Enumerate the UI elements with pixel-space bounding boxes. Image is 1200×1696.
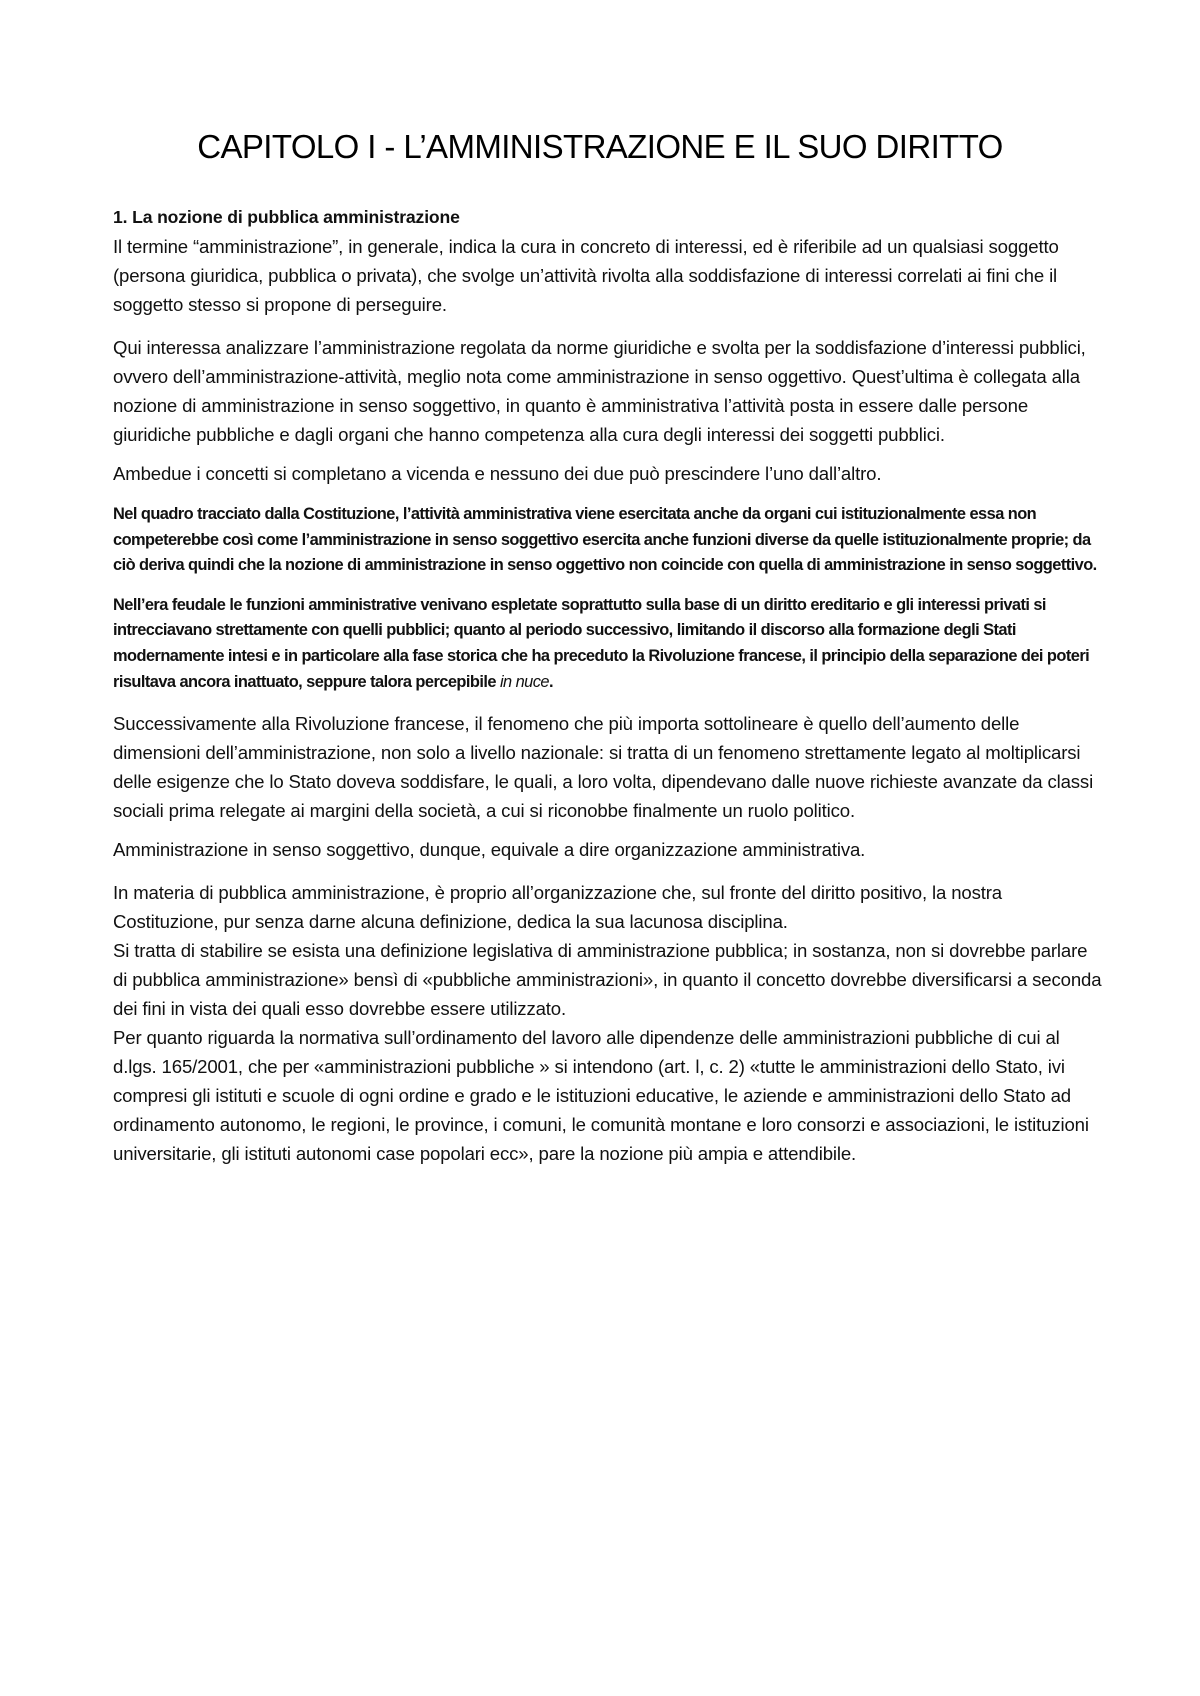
chapter-title: CAPITOLO I - L’AMMINISTRAZIONE E IL SUO DIRITTO <box>197 128 1003 165</box>
paragraph-4: Nel quadro tracciato dalla Costituzione, l’attività amministrativa viene esercitata anche da organi cui istituzionalmente essa non competerebbe così come l’amministrazione in senso soggettivo esercita anche funzioni diverse da quelle istituzionalmente proprie; da ciò deriva quindi che la nozione di amministrazione in senso oggettivo non coincide con quella di amministrazione in senso soggettivo. <box>113 505 1097 575</box>
paragraph-9: Si tratta di stabilire se esista una definizione legislativa di amministrazione pubblica; in sostanza, non si dovrebbe parlare di pubblica amministrazione» bensì di «pubbliche amministrazioni», in quanto il concetto dovrebbe diversificarsi a seconda dei fini in vista dei quali esso dovrebbe essere utilizzato. <box>113 940 1102 1020</box>
paragraph-5-end: . <box>548 672 553 691</box>
paragraph-7: Amministrazione in senso soggettivo, dunque, equivale a dire organizzazione amministrativa. <box>113 839 866 861</box>
paragraph-5-text: Nell’era feudale le funzioni amministrative venivano espletate soprattutto sulla base di un diritto ereditario e gli interessi privati si intrecciavano strettamente con quelli pubblici; quanto al periodo successivo, limitando il discorso alla formazione degli Stati modernamente intesi e in particolare alla fase storica che ha preceduto la Rivoluzione francese, il principio della separazione dei poteri risultava ancora inattuato, seppure talora percepibile <box>113 595 1090 691</box>
document-body <box>113 203 1103 1168</box>
paragraph-10: Per quanto riguarda la normativa sull’ordinamento del lavoro alle dipendenze delle amministrazioni pubbliche di cui al d.lgs. 165/2001, che per «amministrazioni pubbliche » si intendono (art. l, c. 2) «tutte le amministrazioni dello Stato, ivi compresi gli istituti e scuole di ogni ordine e grado e le istituzioni educative, le aziende e amministrazioni dello Stato ad ordinamento autonomo, le regioni, le province, i comuni, le comunità montane e loro consorzi e associazioni, le istituzioni universitarie, gli istituti autonomi case popolari ecc», pare la nozione più ampia e attendibile. <box>113 1027 1089 1165</box>
paragraph-3: Ambedue i concetti si completano a vicenda e nessuno dei due può prescindere l’uno dall’altro. <box>113 463 882 484</box>
paragraph-5-italic: in nuce <box>499 672 549 691</box>
paragraph-1: Il termine “amministrazione”, in generale, indica la cura in concreto di interessi, ed è riferibile ad un qualsiasi soggetto (persona giuridica, pubblica o privata), che svolge un’attività rivolta alla soddisfazione di interessi correlati ai fini che il soggetto stesso si propone di perseguire. <box>113 236 1059 315</box>
paragraph-2: Qui interessa analizzare l’amministrazione regolata da norme giuridiche e svolta per la soddisfazione d’interessi pubblici, ovvero dell’amministrazione-attività, meglio nota come amministrazione in senso oggettivo. Quest’ultima è collegata alla nozione di amministrazione in senso soggettivo, in quanto è amministrativa l’attività posta in essere dalle persone giuridiche pubbliche e dagli organi che hanno competenza alla cura degli interessi dei soggetti pubblici. <box>113 337 1086 445</box>
paragraph-5 <box>113 593 1103 695</box>
paragraph-8: In materia di pubblica amministrazione, è proprio all’organizzazione che, sul fronte del diritto positivo, la nostra Costituzione, pur senza darne alcuna definizione, dedica la sua lacunosa disciplina. <box>113 882 1002 933</box>
paragraph-6: Successivamente alla Rivoluzione francese, il fenomeno che più importa sottolineare è quello dell’aumento delle dimensioni dell’amministrazione, non solo a livello nazionale: si tratta di un fenomeno strettamente legato al moltiplicarsi delle esigenze che lo Stato doveva soddisfare, le quali, a loro volta, dipendevano dalle nuove richieste avanzate da classi sociali prima relegate ai margini della società, a cui si riconobbe finalmente un ruolo politico. <box>113 713 1094 822</box>
section-heading: 1. La nozione di pubblica amministrazione <box>113 207 460 227</box>
